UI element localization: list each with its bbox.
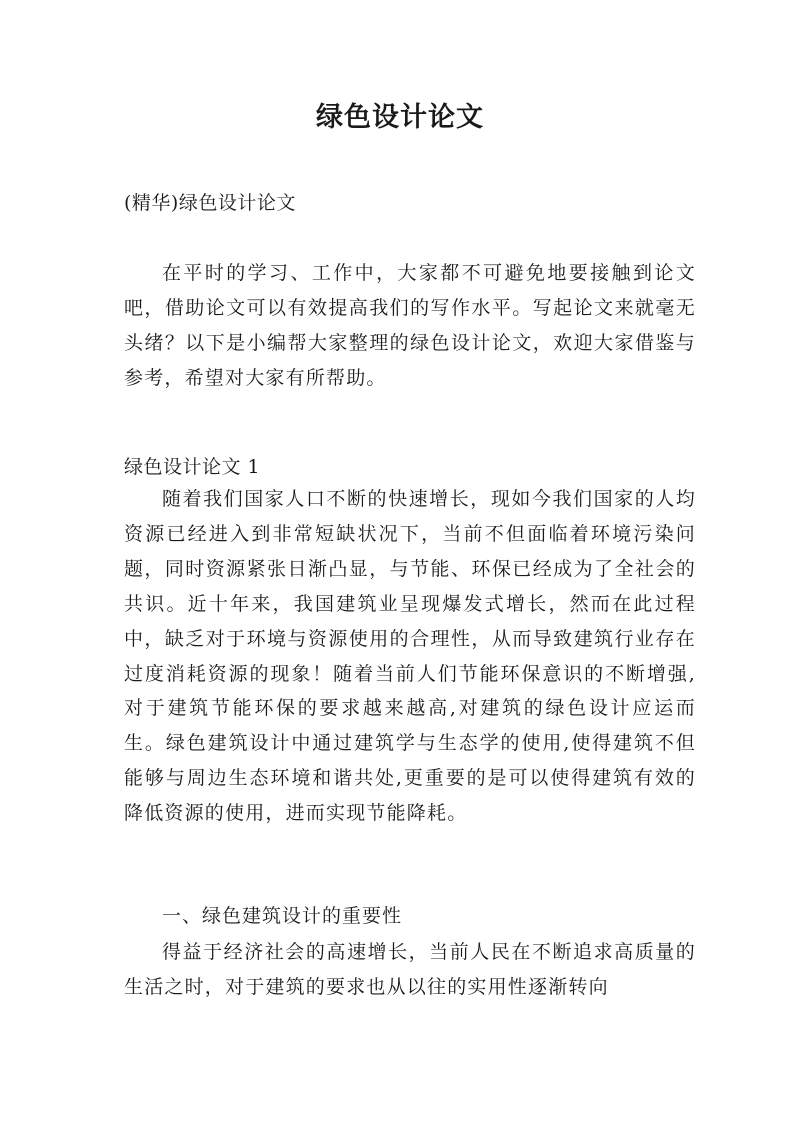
section-heading-1: 一、绿色建筑设计的重要性 — [162, 905, 403, 927]
intro-paragraph: 在平时的学习、工作中，大家都不可避免地要接触到论文吧，借助论文可以有效提高我们的写作水平。写起论文来就毫无头绪？以下是小编帮大家整理的绿色设计论文，欢迎大家借鉴与参考，希望对大家有所帮助。 — [124, 262, 696, 389]
section-label: 绿色设计论文 1 — [124, 456, 261, 478]
body-paragraph-2: 得益于经济社会的高速增长，当前人民在不断追求高质量的生活之时，对于建筑的要求也从以往的实用性逐渐转向 — [124, 941, 696, 998]
body-paragraph-1: 随着我们国家人口不断的快速增长，现如今我们国家的人均资源已经进入到非常短缺状况下，当前不但面临着环境污染问题，同时资源紧张日渐凸显，与节能、环保已经成为了全社会的共识。近十年来，我国建筑业呈现爆发式增长，然而在此过程中，缺乏对于环境与资源使用的合理性，从而导致建筑行业存在过度消耗资源的现象！随着当前人们节能环保意识的不断增强,对于建筑节能环保的要求越来越高,对建筑的绿色设计应运而生。绿色建筑设计中通过建筑学与生态学的使用,使得建筑不但能够与周边生态环境和谐共处,更重要的是可以使得建筑有效的降低资源的使用，进而实现节能降耗。 — [124, 488, 696, 825]
document-subtitle: (精华)绿色设计论文 — [124, 192, 296, 214]
document-title: 绿色设计论文 — [316, 102, 484, 133]
